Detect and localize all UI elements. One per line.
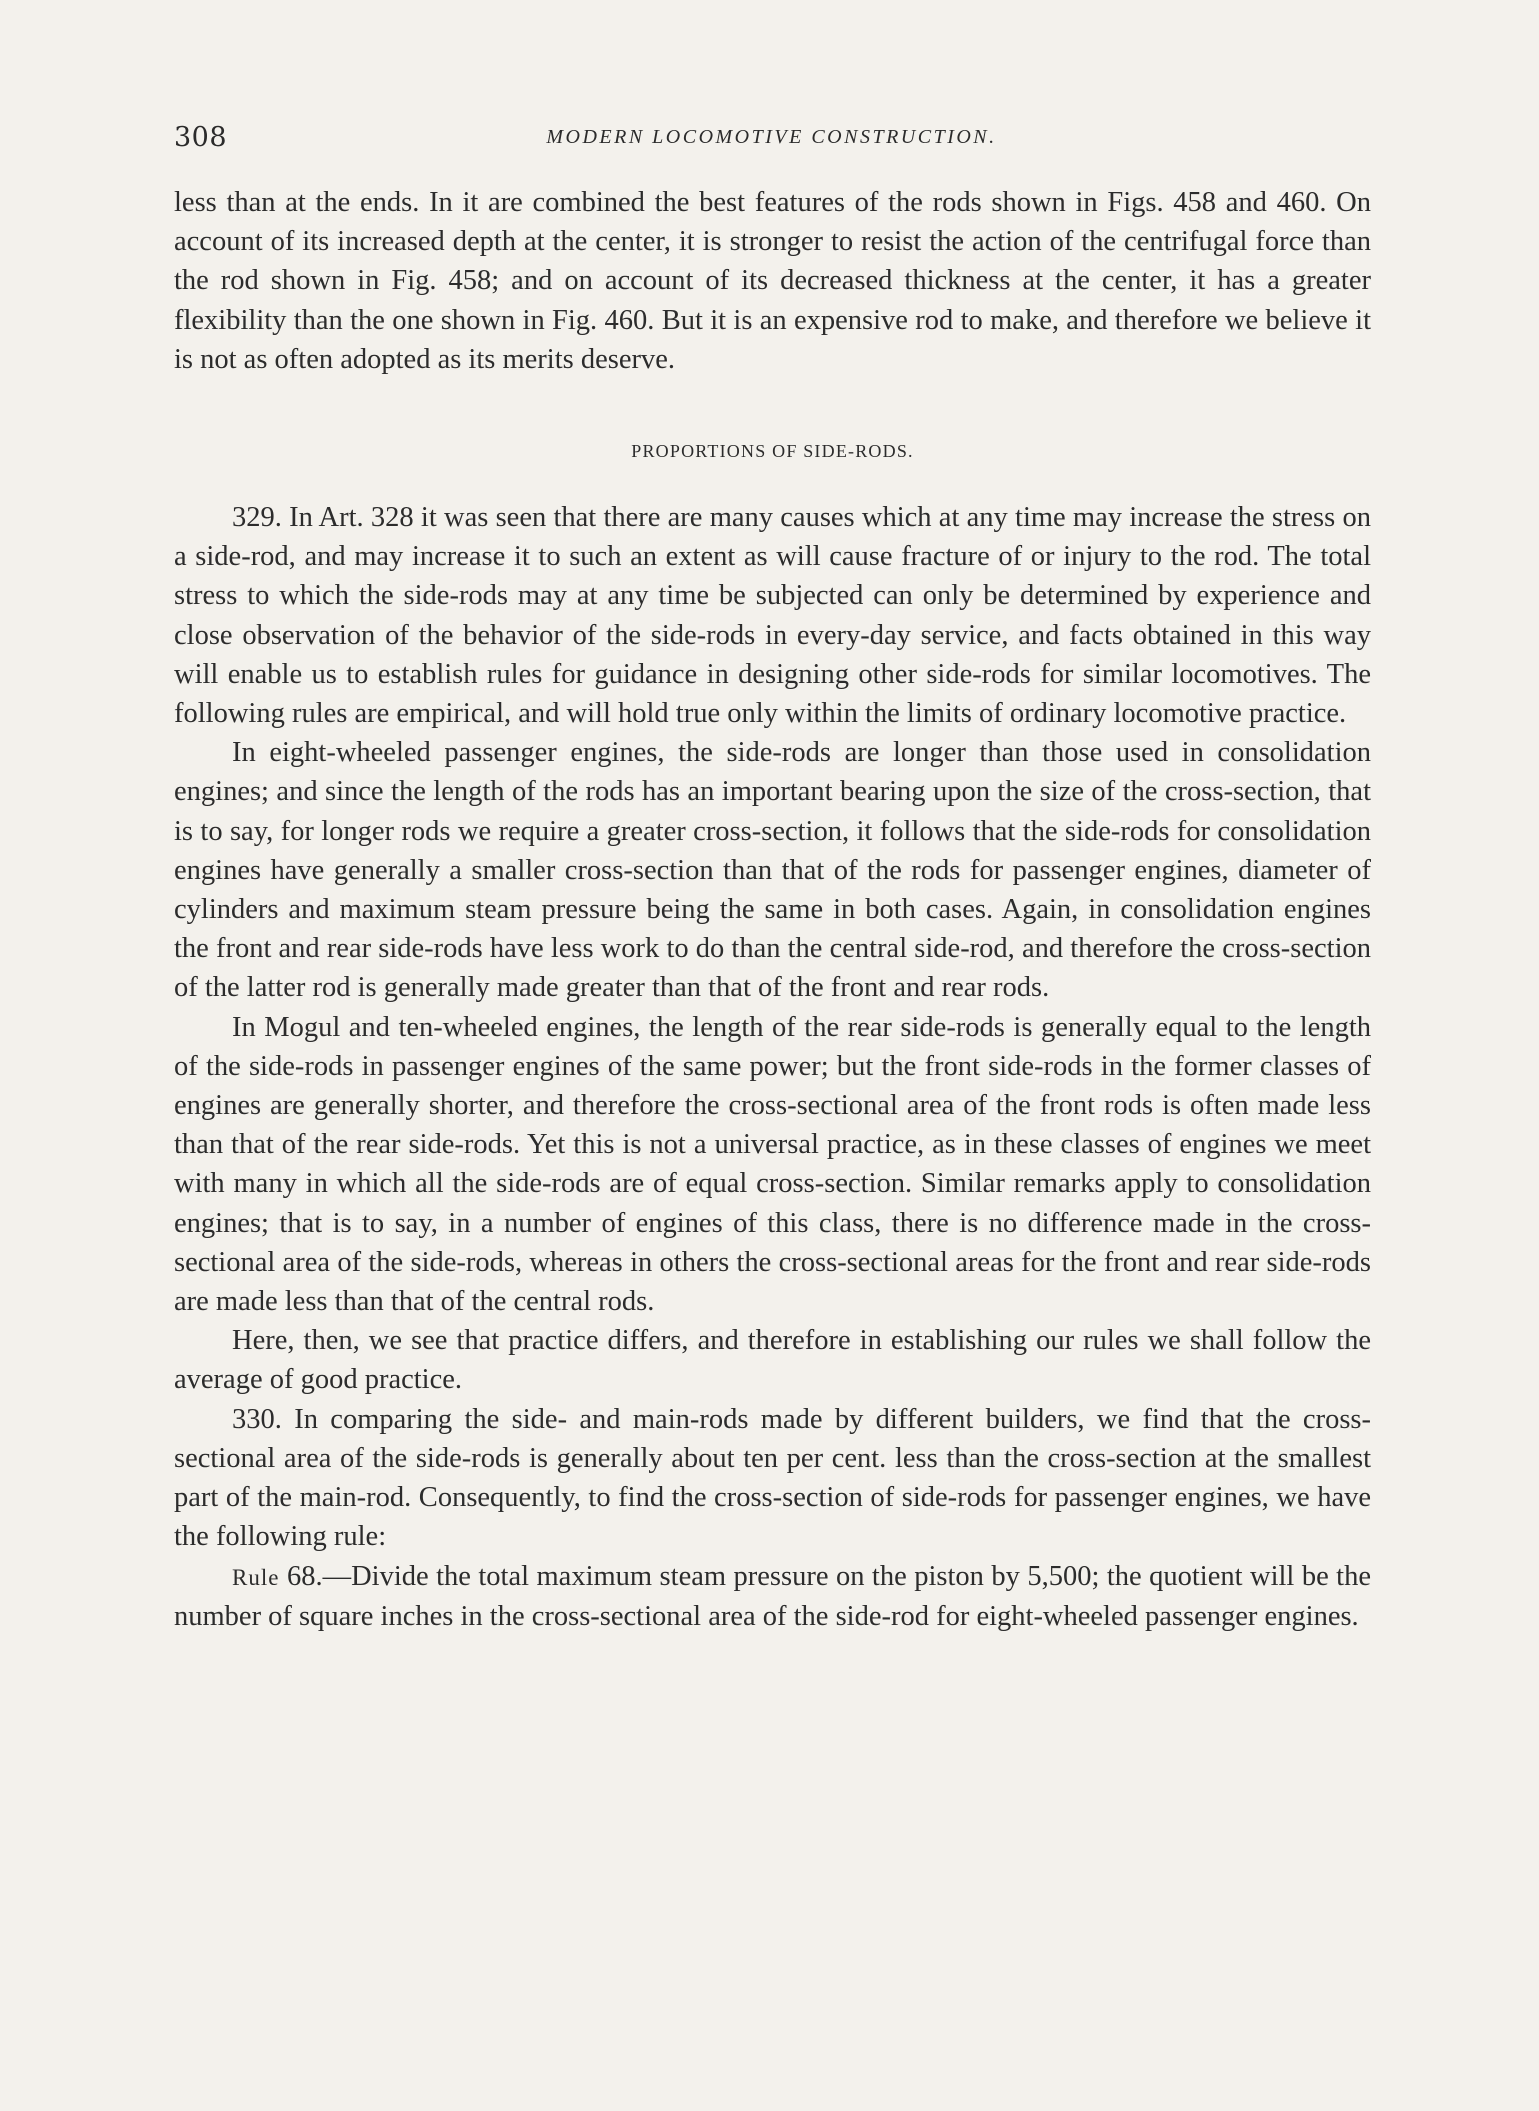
rule-text: —Divide the total maximum steam pressure on the piston by 5,500; the quotient will be the number of square inches in the cross-sectional area of the side-rod for eight-wheeled passenger engines. xyxy=(174,1560,1372,1632)
running-title: MODERN LOCOMOTIVE CONSTRUCTION. xyxy=(546,126,997,148)
paragraph-eight-wheeled: In eight-wheeled passenger engines, the side-rods are longer than those used in consolidation engines; and since the length of the rods has an important bearing upon the size of the cross-section, that is to say, for longer rods we require a greater cross-section, it follows that the side-rods for consolidation engines have generally a smaller cross-section than that of the rods for passenger engines, diameter of cylinders and maximum steam pressure being the same in both cases. Again, in consolidation engines the front and rear side-rods have less work to do than the central side-rod, and therefore the cross-section of the latter rod is generally made greater than that of the front and rear rods. xyxy=(174,737,1371,1004)
paragraph-continued: less than at the ends. In it are combined the best features of the rods shown in Figs. 458 and 460. On account of its increased depth at the center, it is stronger to resist the action of the centrifugal force than the rod shown in Fig. 458; and on account of its decreased thickness at the center, it has a greater flexibility than the one shown in Fig. 460. But it is an expensive rod to make, and therefore we believe it is not as often adopted as its merits deserve. xyxy=(174,187,1371,375)
rule-label: Rule xyxy=(232,1564,280,1590)
section-heading: PROPORTIONS OF SIDE-RODS. xyxy=(631,441,914,462)
paragraph-329: 329. In Art. 328 it was seen that there are many causes which at any time may increase the stress on a side-rod, and may increase it to such an extent as will cause fracture of or injury to the rod. The total stress to which the side-rods may at any time be subjected can only be determined by experience and close observation of the behavior of the side-rods in every-day service, and facts obtained in this way will enable us to establish rules for guidance in designing other side-rods for similar locomotives. The following rules are empirical, and will hold true only within the limits of ordinary locomotive practice. xyxy=(174,502,1371,730)
paragraph-mogul: In Mogul and ten-wheeled engines, the length of the rear side-rods is generally equal to the length of the side-rods in passenger engines of the same power; but the front side-rods in the former classes of engines are generally shorter, and therefore the cross-sectional area of the front rods is often made less than that of the rear side-rods. Yet this is not a universal practice, as in these classes of engines we meet with many in which all the side-rods are of equal cross-section. Similar remarks apply to consolidation engines; that is to say, in a number of engines of this class, there is no difference made in the cross-sectional area of the side-rods, whereas in others the cross-sectional areas for the front and rear side-rods are made less than that of the central rods. xyxy=(174,1011,1371,1318)
paragraph-here-then: Here, then, we see that practice differs, and therefore in establishing our rules we shall follow the average of good practice. xyxy=(174,1325,1371,1396)
page-body xyxy=(174,183,1371,1636)
page-header xyxy=(174,122,1369,162)
page-number: 308 xyxy=(174,122,228,153)
rule-number: 68. xyxy=(286,1560,323,1592)
rule-68-paragraph xyxy=(174,1557,1371,1636)
paragraph-330: 330. In comparing the side- and main-rods made by different builders, we find that the cross-sectional area of the side-rods is generally about ten per cent. less than the cross-section at the smallest part of the main-rod. Consequently, to find the cross-section of side-rods for passenger engines, we have the following rule: xyxy=(174,1403,1371,1553)
